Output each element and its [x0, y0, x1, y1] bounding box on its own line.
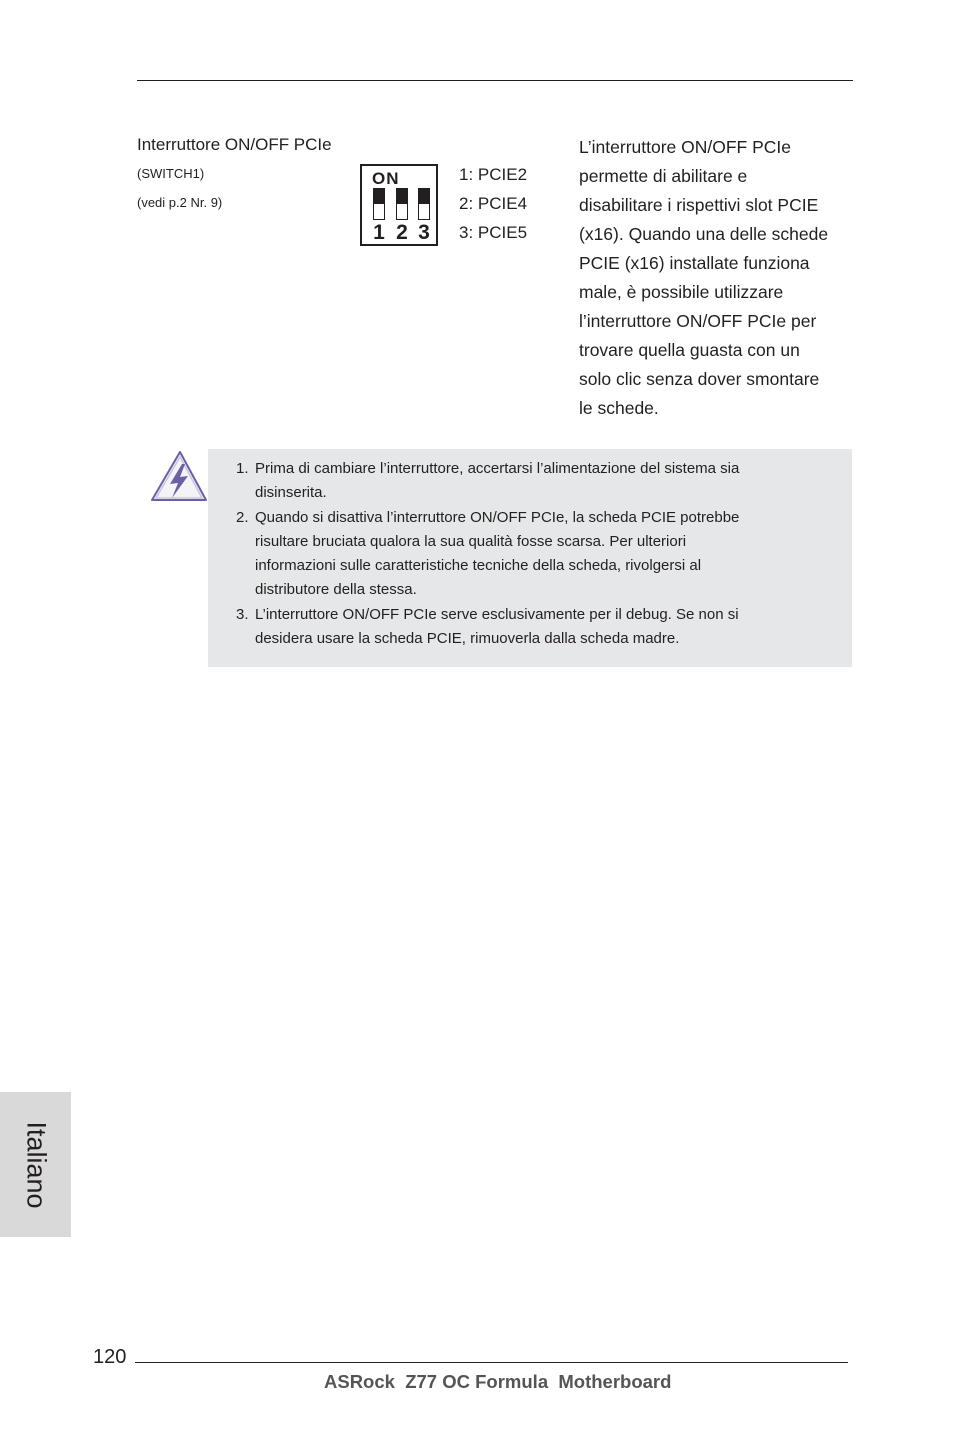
description-line: male, è possibile utilizzare [579, 282, 784, 302]
switch-page-reference: (vedi p.2 Nr. 9) [137, 195, 223, 210]
description-line: (x16). Quando una delle schede [579, 224, 829, 244]
pin-label-2: 2: PCIE4 [459, 194, 528, 213]
caution-note-list [236, 457, 836, 652]
top-rule [137, 80, 853, 81]
dip-number-3: 3 [418, 221, 430, 244]
footer-product-name: ASRock Z77 OC Formula Motherboard [324, 1371, 672, 1392]
note-line: risultare bruciata qualora la sua qualità fosse scarsa. Per ulteriori [255, 533, 687, 550]
description-line: PCIE (x16) installate funziona [579, 253, 810, 273]
page-number: 120 [93, 1346, 127, 1368]
note-line: L’interruttore ON/OFF PCIe serve esclusivamente per il debug. Se non si [255, 606, 739, 623]
pin-label-1: 1: PCIE2 [459, 165, 528, 184]
switch-description [579, 133, 859, 423]
switch-title: Interruttore ON/OFF PCIe [137, 135, 332, 154]
description-line: disabilitare i rispettivi slot PCIE [579, 195, 819, 215]
description-line: solo clic senza dover smontare [579, 369, 820, 389]
dip-number-1: 1 [373, 221, 385, 244]
warning-triangle-lightning-icon [148, 448, 210, 506]
footer-rule [135, 1362, 848, 1363]
caution-note-item [236, 457, 836, 505]
note-line: desidera usare la scheda PCIE, rimuoverla dalla scheda madre. [255, 630, 680, 647]
note-line: distributore della stessa. [255, 581, 417, 598]
note-line: Prima di cambiare l’interruttore, accertarsi l’alimentazione del sistema sia [255, 460, 740, 477]
note-number: 3. [236, 606, 249, 623]
switch-header-label: (SWITCH1) [137, 166, 205, 181]
dip-switch-diagram [360, 164, 438, 246]
note-line: Quando si disattiva l’interruttore ON/OFF PCIe, la scheda PCIE potrebbe [255, 509, 740, 526]
language-tab-label: Italiano [21, 1120, 51, 1209]
caution-note-box [208, 449, 852, 667]
note-number: 2. [236, 509, 249, 526]
description-line: le schede. [579, 398, 659, 418]
dip-slot-2-knob [397, 189, 407, 204]
caution-note-item [236, 603, 836, 651]
description-line: L’interruttore ON/OFF PCIe [579, 137, 792, 157]
dip-slot-3 [418, 188, 430, 220]
note-line: disinserita. [255, 484, 327, 501]
caution-note-item [236, 506, 836, 602]
note-number: 1. [236, 460, 249, 477]
description-line: trovare quella guasta con un [579, 340, 800, 360]
note-line: informazioni sulle caratteristiche tecniche della scheda, rivolgersi al [255, 557, 702, 574]
dip-slot-2 [396, 188, 408, 220]
pin-label-3: 3: PCIE5 [459, 223, 528, 242]
dip-slot-1-knob [374, 189, 384, 204]
dip-on-label: ON [372, 169, 400, 188]
dip-slot-1 [373, 188, 385, 220]
language-side-tab [0, 1092, 71, 1237]
dip-slot-3-knob [419, 189, 429, 204]
dip-number-2: 2 [396, 221, 408, 244]
description-line: l’interruttore ON/OFF PCIe per [579, 311, 817, 331]
description-line: permette di abilitare e [579, 166, 748, 186]
